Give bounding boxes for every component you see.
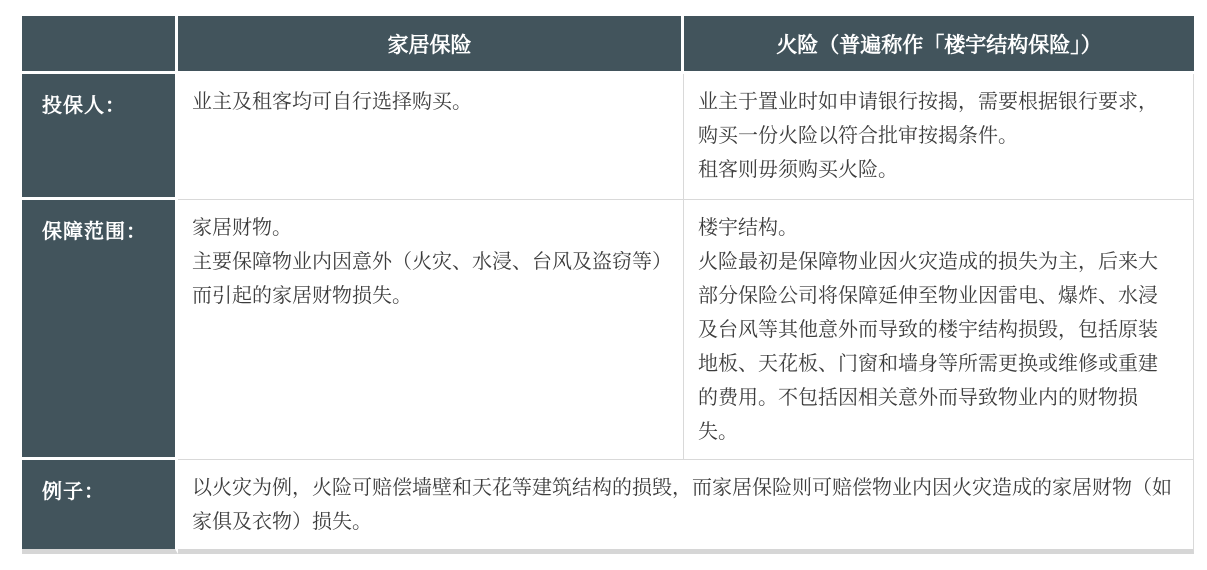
paragraph: 火险最初是保障物业因火灾造成的损失为主，后来大部分保险公司将保障延伸至物业因雷电、爆炸、水浸及台风等其他意外而导致的楼宇结构损毁，包括原装地板、天花板、门窗和墙身等所需更换或维修或重建的费用。不包括因相关意外而导致物业内的财物损失。 (698, 251, 1158, 443)
paragraph: 业主及租客均可自行选择购买。 (192, 91, 472, 113)
header-row (22, 16, 1194, 74)
cell-policyholder-fire (684, 74, 1194, 200)
cell-coverage-fire (684, 200, 1194, 460)
paragraph: 业主于置业时如申请银行按揭，需要根据银行要求，购买一份火险以符合批审按揭条件。 (698, 91, 1158, 147)
paragraph: 家居财物。 (192, 217, 292, 239)
corner-cell (22, 16, 178, 74)
row-policyholder (22, 74, 1194, 200)
header-home-insurance: 家居保险 (178, 16, 684, 74)
row-coverage (22, 200, 1194, 460)
paragraph: 楼宇结构。 (698, 217, 798, 239)
row-example (22, 460, 1194, 554)
comparison-table (22, 16, 1194, 554)
paragraph: 租客则毋须购买火险。 (698, 159, 898, 181)
label-example: 例子： (22, 460, 178, 554)
label-coverage: 保障范围： (22, 200, 178, 460)
paragraph: 以火灾为例，火险可赔偿墙壁和天花等建筑结构的损毁，而家居保险则可赔偿物业内因火灾造成的家居财物（如家俱及衣物）损失。 (192, 477, 1172, 533)
label-policyholder: 投保人： (22, 74, 178, 200)
paragraph: 主要保障物业内因意外（火灾、水浸、台风及盗窃等）而引起的家居财物损失。 (192, 251, 662, 307)
cell-policyholder-home (178, 74, 684, 200)
insurance-comparison-table (22, 16, 1194, 554)
cell-example-merged (178, 460, 1194, 554)
header-fire-insurance: 火险（普遍称作「楼宇结构保险」） (684, 16, 1194, 74)
cell-coverage-home (178, 200, 684, 460)
